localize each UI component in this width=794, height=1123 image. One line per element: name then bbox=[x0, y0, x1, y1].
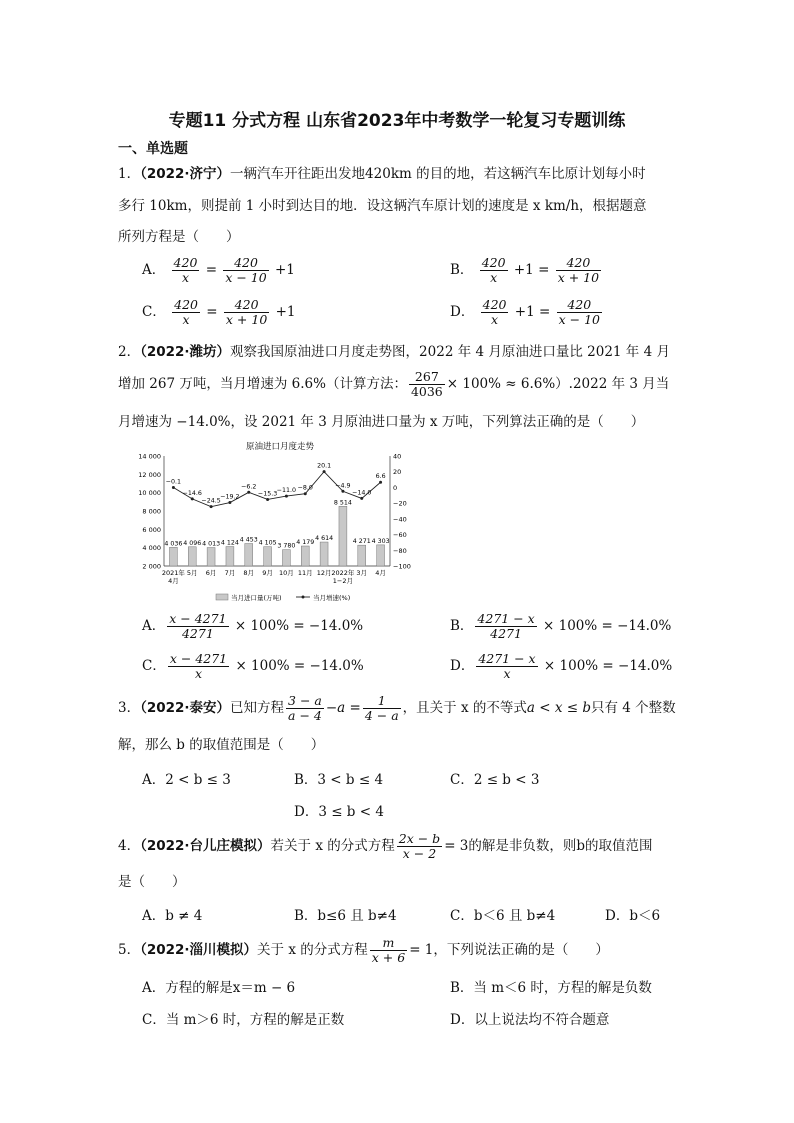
plot-area bbox=[138, 453, 411, 603]
growth-label: −19.2 bbox=[220, 493, 240, 501]
q2-option-d[interactable]: D． $\frac{4271 - x}{x}$ × 100% = −14.0% bbox=[450, 651, 673, 681]
q4-line2: 是（ ） bbox=[118, 874, 186, 890]
q3-number: 3． bbox=[118, 700, 141, 716]
growth-point bbox=[247, 491, 250, 494]
q2-line3: 月增速为 −14.0%，设 2021 年 3 月原油进口量为 x 万吨，下列算法正确的是（ ） bbox=[118, 414, 645, 430]
q4-option-a[interactable]: A．b ≠ 4 bbox=[142, 908, 203, 924]
q2-text: 观察我国原油进口月度走势图，2022 年 4 月原油进口量比 2021 年 4 月 bbox=[230, 344, 670, 360]
bar bbox=[339, 506, 347, 566]
bar-label: 4 453 bbox=[239, 536, 258, 544]
bar bbox=[264, 547, 272, 566]
bar bbox=[188, 547, 196, 566]
q2-option-a[interactable]: A． $\frac{x - 4271}{4271}$ × 100% = −14.0% bbox=[142, 611, 364, 641]
q1-source: （2022·济宁） bbox=[140, 166, 231, 182]
fraction: $\frac{4271 - x}{4271}$ bbox=[477, 611, 535, 641]
bar-label: 4 124 bbox=[220, 539, 239, 547]
q5-option-c[interactable]: C．当 m＞6 时，方程的解是正数 bbox=[142, 1012, 345, 1028]
left-tick-label: 12 000 bbox=[138, 470, 161, 479]
q5-option-a[interactable]: A．方程的解是x＝m − 6 bbox=[142, 980, 296, 996]
growth-label: −0.1 bbox=[165, 478, 182, 486]
growth-point bbox=[304, 492, 307, 495]
growth-point bbox=[285, 495, 288, 498]
q5-option-d[interactable]: D．以上说法均不符合题意 bbox=[450, 1012, 610, 1028]
section-heading: 一、单选题 bbox=[118, 141, 188, 157]
left-tick-label: 4 000 bbox=[142, 544, 161, 553]
q3-option-a[interactable]: A．2 < b ≤ 3 bbox=[142, 772, 231, 788]
q4-source: （2022·台儿庄模拟） bbox=[140, 838, 271, 854]
crude-oil-chart bbox=[128, 438, 418, 613]
q3-option-d[interactable]: D．3 ≤ b < 4 bbox=[294, 804, 384, 820]
x-tick-sublabel: 4月 bbox=[168, 577, 179, 585]
q1-number: 1． bbox=[118, 166, 141, 182]
right-tick-label: 20 bbox=[393, 468, 402, 477]
fraction: $\frac{420}{x}$ bbox=[173, 255, 198, 285]
growth-point bbox=[228, 501, 231, 504]
x-tick-label: 4月 bbox=[375, 569, 386, 577]
x-tick-label: 11月 bbox=[297, 569, 313, 577]
x-tick-label: 8月 bbox=[243, 569, 255, 577]
right-tick-label: −80 bbox=[393, 546, 407, 555]
right-tick-label: −40 bbox=[393, 515, 407, 524]
growth-label: −4.9 bbox=[335, 482, 351, 490]
q2-line2: 增加 267 万吨，当月增速为 6.6%（计算方法： $\frac{267}{4036}$ × 100% ≈ 6.6%）.2022 年 3 月当 bbox=[118, 369, 670, 399]
growth-point bbox=[266, 498, 269, 501]
growth-label: 20.1 bbox=[317, 462, 332, 470]
option-label: D． bbox=[450, 304, 475, 320]
right-tick-label: −20 bbox=[393, 499, 407, 508]
bar-label: 4 013 bbox=[202, 540, 221, 548]
q1-text: 一辆汽车开往距出发地420km 的目的地，若这辆汽车比原计划每小时 bbox=[230, 166, 646, 182]
fraction: $\frac{1}{4 - a}$ bbox=[364, 693, 399, 723]
fraction: $\frac{m}{x + 6}$ bbox=[371, 935, 406, 965]
q3-source: （2022·泰安） bbox=[140, 700, 231, 716]
q3-line2: 解，那么 b 的取值范围是（ ） bbox=[118, 737, 325, 753]
fraction: $\frac{420}{x + 10}$ bbox=[225, 297, 268, 327]
fraction: $\frac{420}{x - 10}$ bbox=[558, 297, 600, 327]
fraction: $\frac{420}{x - 10}$ bbox=[225, 255, 267, 285]
q2-option-c[interactable]: C． $\frac{x - 4271}{x}$ × 100% = −14.0% bbox=[142, 651, 364, 681]
bar-label: 3 780 bbox=[277, 542, 296, 550]
growth-label: −14.6 bbox=[182, 489, 202, 497]
growth-point bbox=[210, 505, 213, 508]
q4-line1: 4．（2022·台儿庄模拟）若关于 x 的分式方程 $\frac{2x - b}{x - 2}$ = 3的解是非负数，则b的取值范围 bbox=[118, 831, 653, 861]
fraction: $\frac{2x - b}{x - 2}$ bbox=[398, 831, 441, 861]
growth-point bbox=[323, 470, 326, 473]
x-tick-label: 3月 bbox=[356, 569, 368, 577]
bar bbox=[169, 547, 177, 566]
option-label: B． bbox=[450, 262, 474, 278]
bar-label: 4 614 bbox=[315, 535, 334, 543]
bar bbox=[377, 545, 385, 566]
option-label: B． bbox=[450, 618, 474, 634]
q2-line1 bbox=[118, 342, 670, 362]
growth-label: −15.3 bbox=[257, 490, 278, 498]
bar bbox=[358, 545, 366, 566]
q4-option-c[interactable]: C．b＜6 且 b≠4 bbox=[450, 908, 556, 924]
growth-point bbox=[341, 490, 344, 493]
bar-label: 4 096 bbox=[183, 539, 202, 547]
q1-line3: 所列方程是（ ） bbox=[118, 229, 240, 245]
fraction: $\frac{420}{x}$ bbox=[174, 297, 198, 327]
q3-option-b[interactable]: B．3 < b ≤ 4 bbox=[294, 772, 384, 788]
q1-option-c[interactable]: C． $\frac{420}{x}$ = $\frac{420}{x + 10}$ +1 bbox=[142, 297, 296, 327]
q1-option-d[interactable]: D． $\frac{420}{x}$ +1 = $\frac{420}{x - 10}$ bbox=[450, 297, 600, 327]
x-tick-sublabel: 1−2月 bbox=[332, 577, 354, 585]
q5-number: 5． bbox=[118, 942, 141, 958]
q2-option-b[interactable]: B． $\frac{4271 - x}{4271}$ × 100% = −14.0% bbox=[450, 611, 672, 641]
q2-source: （2022·潍坊） bbox=[140, 344, 231, 360]
q3-line1: 3．（2022·泰安）已知方程 $\frac{3 - a}{a - 4}$ −a = $\frac{1}{4 - a}$ ，且关于 x 的不等式a < x ≤ b只有 4 个整数 bbox=[118, 693, 676, 723]
fraction: $\frac{x - 4271}{4271}$ bbox=[169, 611, 227, 641]
bar bbox=[226, 547, 234, 566]
bar-label: 4 303 bbox=[371, 537, 390, 545]
bar-label: 4 105 bbox=[258, 539, 277, 547]
growth-label: −24.5 bbox=[201, 497, 221, 505]
bar-label: 8 514 bbox=[333, 499, 352, 507]
q1-option-a[interactable]: A． $\frac{420}{x}$ = $\frac{420}{x - 10}$ +1 bbox=[142, 255, 295, 285]
x-tick-label: 2021年 bbox=[161, 569, 185, 577]
bar bbox=[207, 548, 215, 566]
option-label: D． bbox=[450, 658, 475, 674]
q1-line1 bbox=[118, 164, 646, 184]
left-tick-label: 10 000 bbox=[138, 489, 161, 498]
fraction: $\frac{267}{4036}$ bbox=[410, 369, 443, 399]
left-tick-label: 2 000 bbox=[142, 562, 161, 571]
fraction: $\frac{4271 - x}{x}$ bbox=[478, 651, 536, 681]
growth-point bbox=[379, 481, 382, 484]
fraction: $\frac{x - 4271}{x}$ bbox=[169, 651, 228, 681]
bar bbox=[282, 550, 290, 566]
q5-line1: 5．（2022·淄川模拟）关于 x 的分式方程 $\frac{m}{x + 6}$ = 1，下列说法正确的是（ ） bbox=[118, 935, 609, 965]
option-label: A． bbox=[142, 262, 166, 278]
q5-source: （2022·淄川模拟） bbox=[140, 942, 258, 958]
bar-label: 4 271 bbox=[352, 538, 371, 546]
fraction: $\frac{420}{x}$ bbox=[481, 255, 506, 285]
option-label: C． bbox=[142, 304, 166, 320]
option-label: C． bbox=[142, 658, 166, 674]
bar bbox=[320, 542, 328, 566]
bar-label: 4 179 bbox=[296, 539, 315, 547]
bar bbox=[301, 546, 309, 566]
right-tick-label: −100 bbox=[393, 562, 411, 571]
right-tick-label: 40 bbox=[393, 452, 402, 461]
growth-label: −6.2 bbox=[241, 483, 257, 491]
left-tick-label: 8 000 bbox=[142, 507, 161, 516]
page-title: 专题11 分式方程 山东省2023年中考数学一轮复习专题训练 bbox=[168, 111, 626, 131]
x-tick-label: 5月 bbox=[186, 569, 198, 577]
legend-bar-swatch bbox=[216, 594, 228, 600]
growth-label: −11.0 bbox=[276, 487, 297, 495]
legend-bar-label: 当月进口量(万吨) bbox=[231, 594, 282, 602]
q1-line2: 多行 10km，则提前 1 小时到达目的地．设这辆汽车原计划的速度是 x km/h，根据题意 bbox=[118, 198, 647, 214]
growth-label: −14.0 bbox=[352, 489, 372, 497]
legend-line-marker bbox=[302, 596, 305, 599]
growth-label: 6.6 bbox=[375, 473, 386, 481]
fraction: $\frac{3 - a}{a - 4}$ bbox=[288, 693, 322, 723]
q4-option-b[interactable]: B．b≤6 且 b≠4 bbox=[294, 908, 397, 924]
x-tick-label: 6月 bbox=[205, 569, 217, 577]
x-tick-label: 12月 bbox=[316, 569, 332, 577]
growth-point bbox=[191, 497, 194, 500]
chart-title: 原油进口月度走势 bbox=[245, 442, 315, 452]
q5-option-b[interactable]: B．当 m＜6 时，方程的解是负数 bbox=[450, 980, 652, 996]
x-tick-label: 9月 bbox=[262, 569, 273, 577]
q4-number: 4． bbox=[118, 838, 141, 854]
left-tick-label: 6 000 bbox=[142, 525, 161, 534]
q4-option-d[interactable]: D．b＜6 bbox=[605, 908, 661, 924]
legend-line-label: 当月增速(%) bbox=[313, 594, 351, 602]
fraction: $\frac{420}{x + 10}$ bbox=[557, 255, 600, 285]
growth-point bbox=[172, 486, 175, 489]
option-label: A． bbox=[142, 618, 166, 634]
growth-point bbox=[360, 497, 363, 500]
q3-option-c[interactable]: C．2 ≤ b < 3 bbox=[450, 772, 540, 788]
bar bbox=[245, 544, 253, 566]
growth-label: −8.0 bbox=[297, 484, 313, 492]
right-tick-label: −60 bbox=[393, 531, 407, 540]
right-tick-label: 0 bbox=[393, 483, 398, 492]
x-tick-label: 7月 bbox=[224, 569, 236, 577]
fraction: $\frac{420}{x}$ bbox=[482, 297, 507, 327]
x-tick-label: 2022年 bbox=[331, 569, 355, 577]
bar-label: 4 036 bbox=[164, 540, 183, 548]
q2-number: 2． bbox=[118, 344, 141, 360]
left-tick-label: 14 000 bbox=[138, 452, 161, 461]
x-tick-label: 10月 bbox=[279, 569, 294, 577]
q1-option-b[interactable]: B． $\frac{420}{x}$ +1 = $\frac{420}{x + 10}$ bbox=[450, 255, 600, 285]
